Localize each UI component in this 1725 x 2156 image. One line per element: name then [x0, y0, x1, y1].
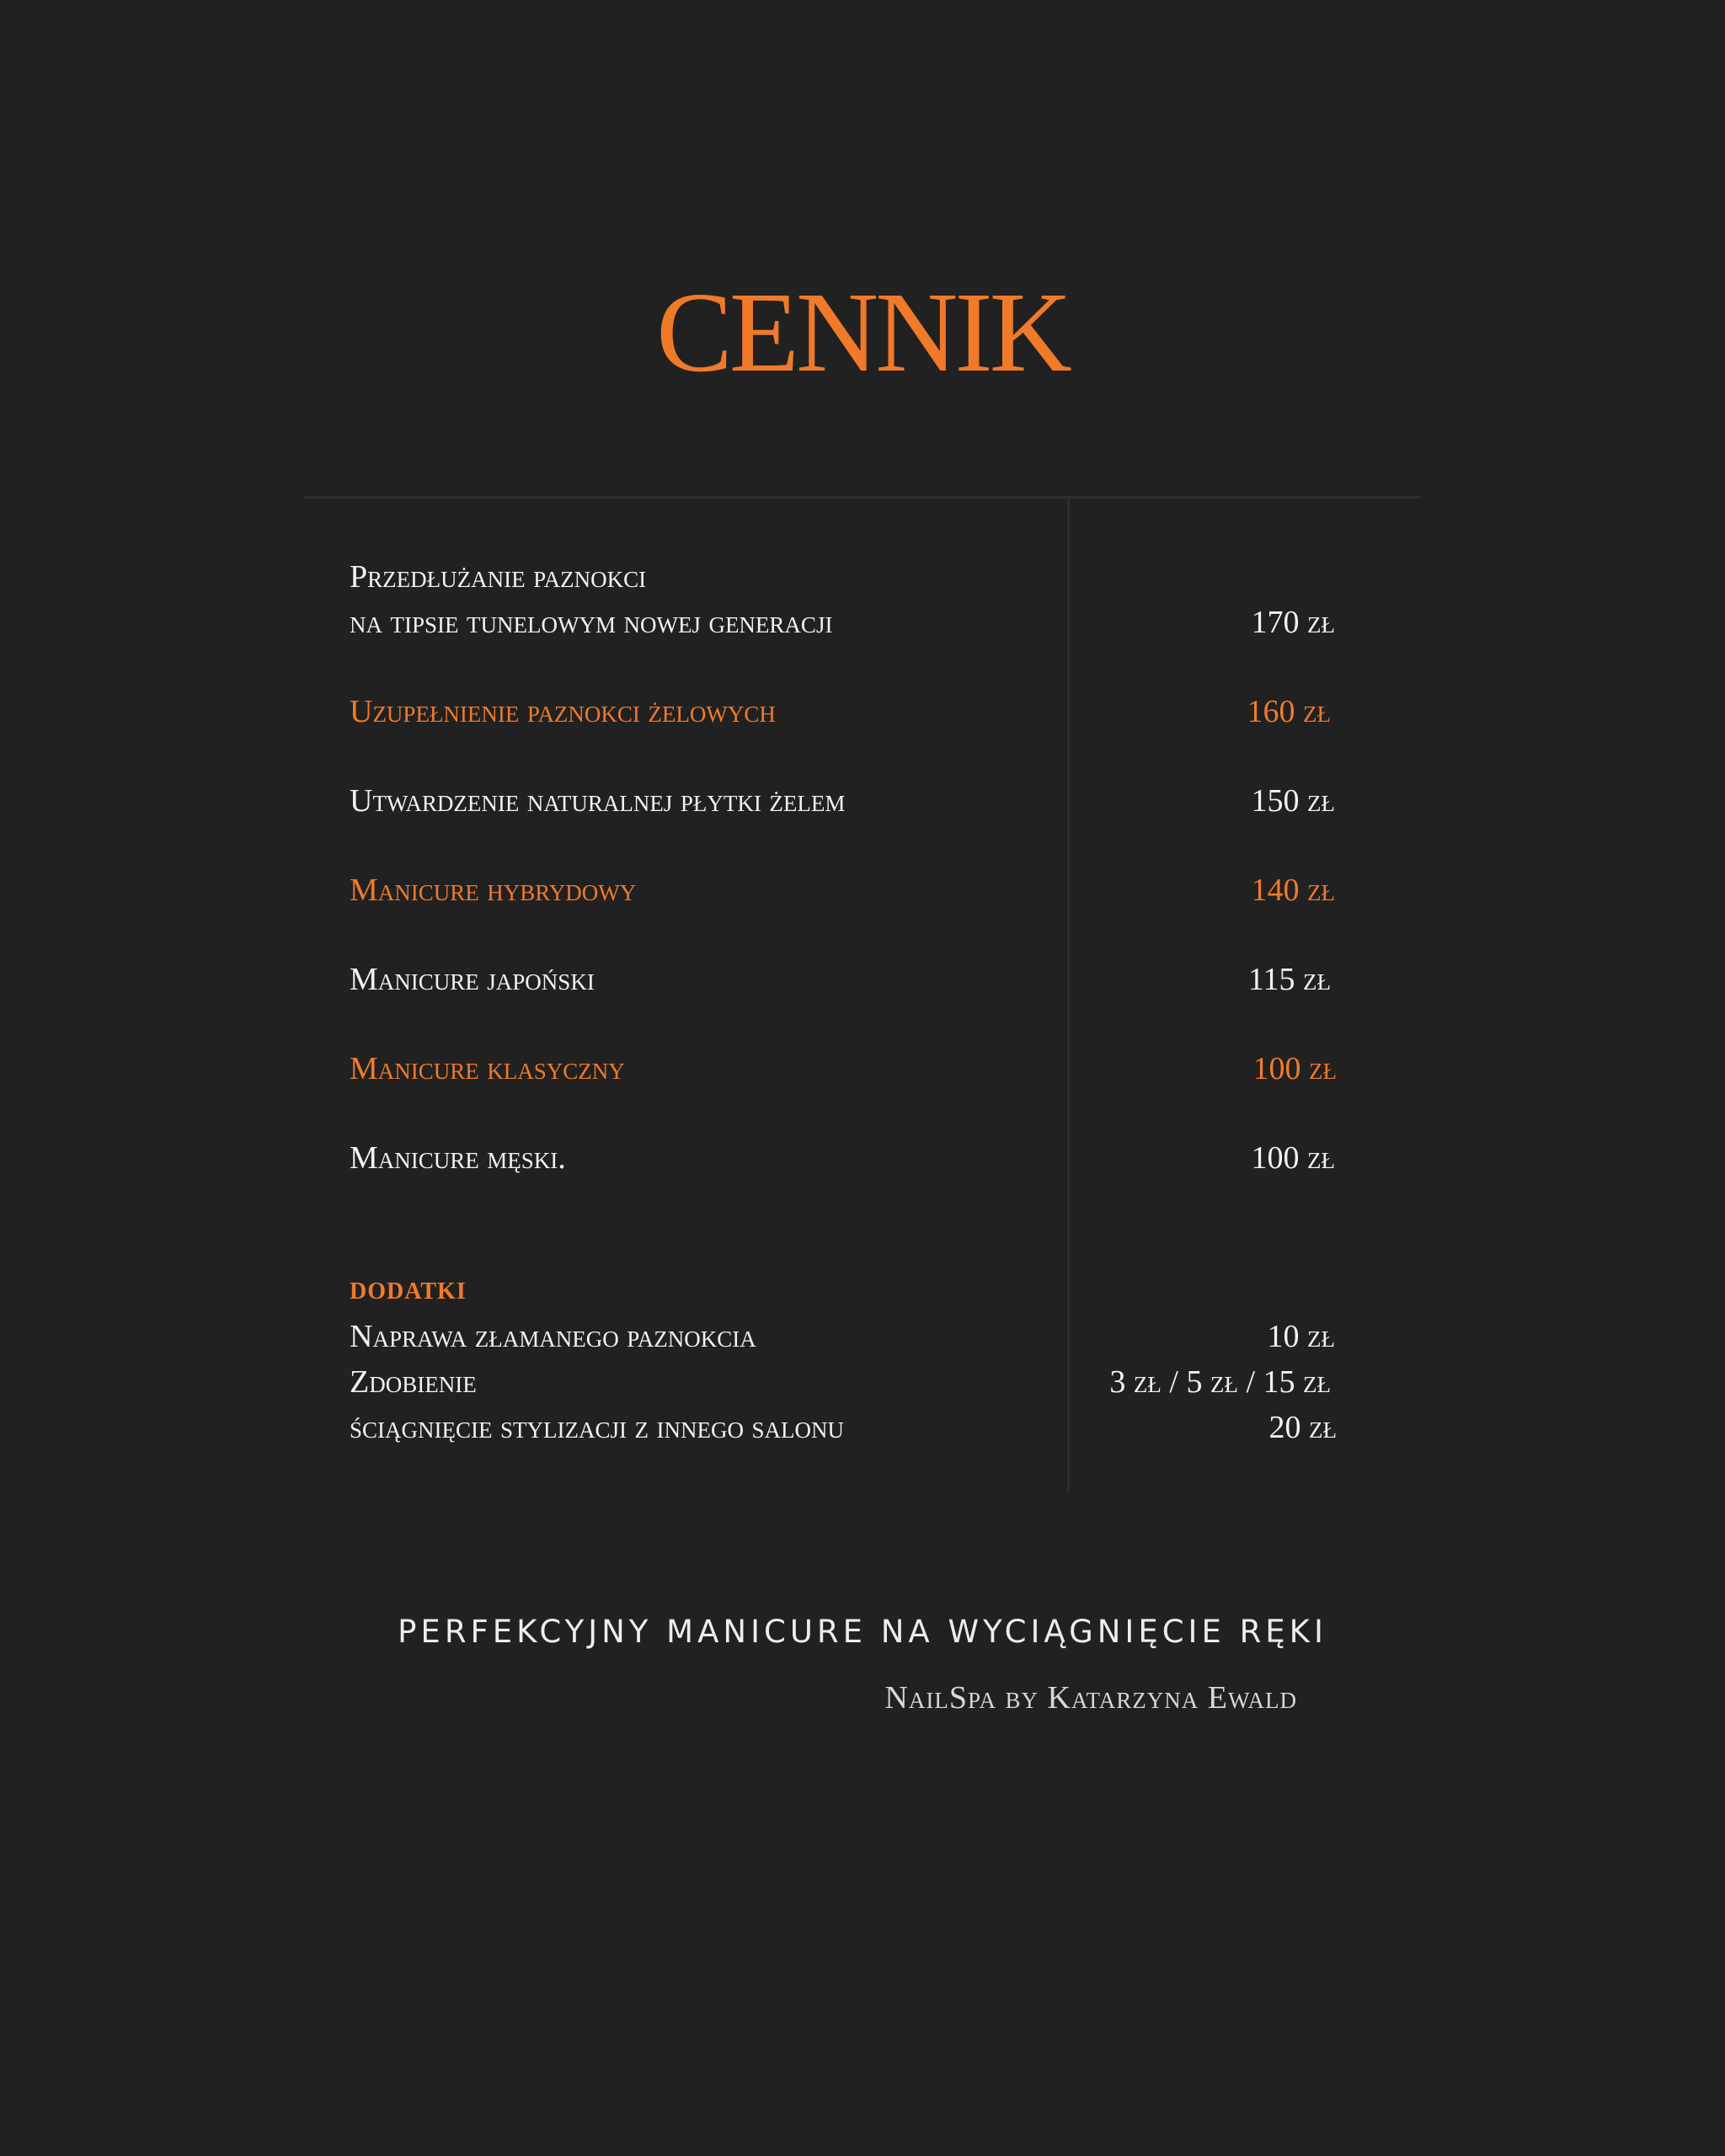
- service-name-line2: na tipsie tunelowym nowej generacji: [350, 605, 833, 640]
- service-price: 150 zł: [1251, 783, 1335, 819]
- tagline: PERFEKCYJNY MANICURE NA WYCIĄGNIĘCIE RĘKI: [398, 1614, 1327, 1650]
- service-name: Manicure japoński: [350, 962, 595, 997]
- service-name-line1: Przedłużanie paznokci: [350, 559, 647, 595]
- addon-price: 3 zł / 5 zł / 15 zł: [1109, 1364, 1331, 1400]
- service-price: 140 zł: [1251, 873, 1335, 908]
- service-price: 115 zł: [1247, 962, 1331, 997]
- addon-price: 10 zł: [1267, 1319, 1335, 1354]
- service-price: 170 zł: [1251, 605, 1335, 640]
- service-name: Utwardzenie naturalnej płytki żelem: [350, 783, 846, 819]
- service-price: 160 zł: [1247, 694, 1331, 729]
- addons-heading: DODATKI: [350, 1278, 467, 1305]
- addon-name: ściągnięcie stylizacji z innego salonu: [350, 1410, 844, 1445]
- page-title: CENNIK: [656, 270, 1069, 396]
- service-name: Manicure hybrydowy: [350, 873, 637, 908]
- service-price: 100 zł: [1251, 1140, 1335, 1176]
- header-divider: [305, 496, 1420, 499]
- column-divider: [1067, 498, 1070, 1492]
- addon-name: Naprawa złamanego paznokcia: [350, 1319, 756, 1354]
- service-name: Uzupełnienie paznokci żelowych: [350, 694, 776, 729]
- addon-name: Zdobienie: [350, 1364, 477, 1400]
- service-price: 100 zł: [1252, 1051, 1337, 1086]
- addon-price: 20 zł: [1268, 1410, 1337, 1445]
- service-name: Manicure męski.: [350, 1140, 566, 1176]
- service-name: Manicure klasyczny: [350, 1051, 625, 1086]
- salon-signature: NailSpa by Katarzyna Ewald: [884, 1680, 1297, 1716]
